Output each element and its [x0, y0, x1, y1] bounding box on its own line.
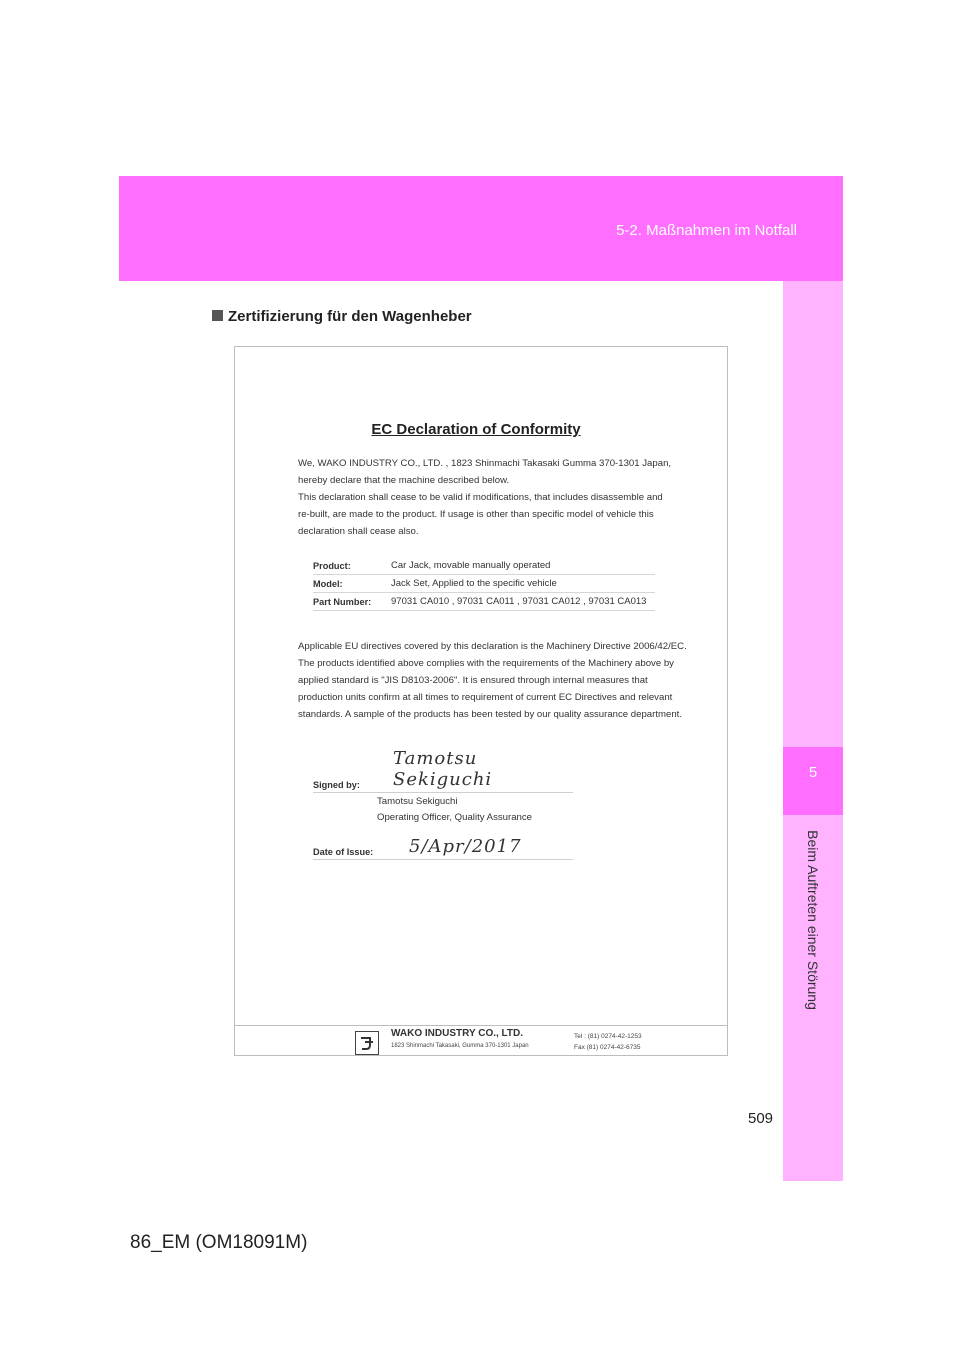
certificate-title: EC Declaration of Conformity — [371, 421, 581, 438]
field-label: Product: — [313, 557, 391, 575]
field-value: Jack Set, Applied to the specific vehicle — [391, 575, 655, 593]
company-logo-icon — [355, 1031, 379, 1055]
chapter-label: Beim Auftreten einer Störung — [805, 830, 821, 1010]
date-of-issue-row — [313, 829, 573, 860]
table-row — [313, 593, 655, 611]
product-info-table — [313, 557, 655, 611]
field-value: Car Jack, movable manually operated — [391, 557, 655, 575]
intro-line: This declaration shall cease to be valid if modifications, that includes disassemble and — [298, 492, 663, 503]
applicable-line: production units confirm at all times to requirement of current EC Directives and relevant — [298, 692, 673, 703]
field-label: Model: — [313, 575, 391, 593]
signer-title: Operating Officer, Quality Assurance — [377, 812, 532, 823]
table-row — [313, 557, 655, 575]
page-number: 509 — [748, 1110, 774, 1127]
handwritten-date: 5/Apr/2017 — [409, 836, 522, 857]
signed-by-row — [313, 748, 573, 793]
section-heading-text: Zertifizierung für den Wagenheber — [228, 308, 472, 325]
signer-name: Tamotsu Sekiguchi — [377, 796, 458, 807]
intro-line: hereby declare that the machine described below. — [298, 475, 510, 486]
field-value: 97031 CA010 , 97031 CA011 , 97031 CA012 , 97031 CA013 — [391, 593, 655, 611]
side-tab-band — [783, 281, 843, 1181]
intro-line: declaration shall cease also. — [298, 526, 419, 537]
field-label: Part Number: — [313, 593, 391, 611]
company-tel: Tel : (81) 0274-42-1253 — [574, 1033, 642, 1040]
document-code: 86_EM (OM18091M) — [130, 1232, 308, 1253]
handwritten-signature: Tamotsu Sekiguchi — [393, 748, 493, 790]
square-bullet-icon — [212, 310, 223, 321]
table-row — [313, 575, 655, 593]
intro-line: We, WAKO INDUSTRY CO., LTD. , 1823 Shinmachi Takasaki Gumma 370-1301 Japan, — [298, 458, 672, 469]
applicable-line: Applicable EU directives covered by this declaration is the Machinery Directive 2006/42/EC. — [298, 641, 687, 652]
company-contact — [574, 1031, 642, 1053]
date-of-issue-label: Date of Issue: — [313, 847, 374, 857]
chapter-number-tab[interactable] — [783, 747, 843, 815]
intro-line: re-built, are made to the product. If usage is other than specific model of vehicle this — [298, 509, 654, 520]
section-title: 5-2. Maßnahmen im Notfall — [616, 222, 797, 239]
certificate-scan — [234, 346, 728, 1056]
certificate-applicable-text — [298, 638, 708, 723]
section-heading — [212, 308, 472, 325]
signer-block — [377, 794, 532, 826]
applicable-line: standards. A sample of the products has been tested by our quality assurance department. — [298, 709, 682, 720]
company-fax: Fax (81) 0274-42-6735 — [574, 1044, 641, 1051]
chapter-label-tab — [783, 815, 843, 1025]
applicable-line: applied standard is "JIS D8103-2006". It is ensured through internal measures that — [298, 675, 648, 686]
applicable-line: The products identified above complies with the requirements of the Machinery above by — [298, 658, 674, 669]
company-letterhead — [235, 1025, 727, 1056]
company-address: 1823 Shinmachi Takasaki, Gumma 370-1301 Japan — [391, 1043, 529, 1049]
certificate-intro — [298, 455, 708, 540]
header-band — [119, 176, 843, 281]
signed-by-label: Signed by: — [313, 780, 360, 790]
chapter-number: 5 — [808, 764, 818, 781]
company-name: WAKO INDUSTRY CO., LTD. — [391, 1028, 524, 1039]
